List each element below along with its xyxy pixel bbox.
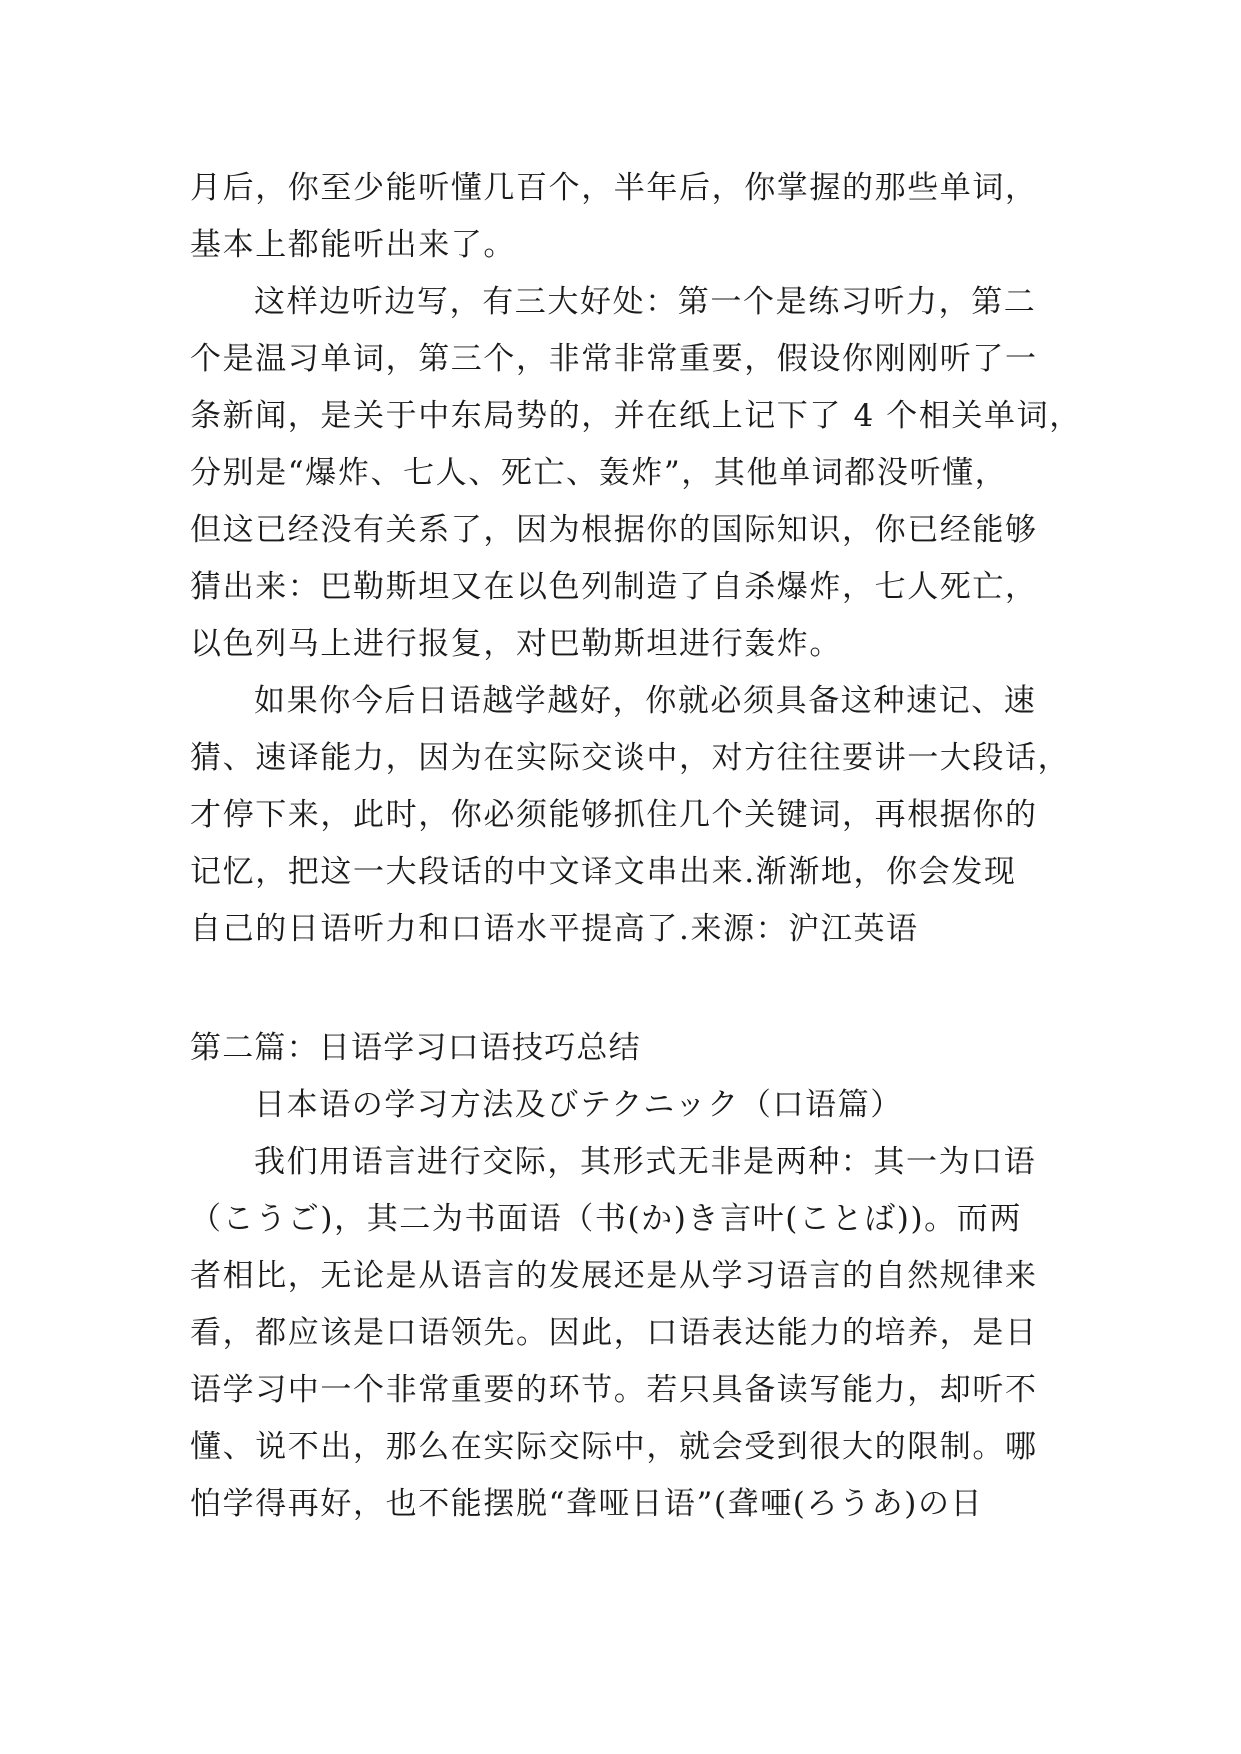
text-line: 月后，你至少能听懂几百个，半年后，你掌握的那些单词， (190, 170, 1038, 206)
text-line: 者相比，无论是从语言的发展还是从学习语言的自然规律来 (190, 1258, 1038, 1294)
text-line: 这样边听边写，有三大好处：第一个是练习听力，第二 (254, 284, 1037, 320)
text-line: 我们用语言进行交际，其形式无非是两种：其一为口语 (254, 1144, 1037, 1180)
text-line: 基本上都能听出来了。 (190, 227, 516, 263)
text-line: 条新闻，是关于中东局势的，并在纸上记下了 4 个相关单词， (190, 398, 1082, 434)
text-line: 怕学得再好，也不能摆脱“聋哑日语”(聋唖(ろうあ)の日 (190, 1486, 984, 1522)
text-line: 语学习中一个非常重要的环节。若只具备读写能力，却听不 (190, 1372, 1038, 1408)
text-line: 猜出来：巴勒斯坦又在以色列制造了自杀爆炸，七人死亡， (190, 569, 1038, 605)
text-line: 分别是“爆炸、七人、死亡、轰炸”，其他单词都没听懂， (190, 455, 1008, 491)
text-line: 但这已经没有关系了，因为根据你的国际知识，你已经能够 (190, 512, 1038, 548)
text-line: （こうご)，其二为书面语（书(か)き言叶(ことば))。而两 (190, 1201, 1022, 1237)
text-line: 才停下来，此时，你必须能够抓住几个关键词，再根据你的 (190, 797, 1038, 833)
text-line: 如果你今后日语越学越好，你就必须具备这种速记、速 (254, 683, 1037, 719)
paragraph-oral-language (190, 1134, 1070, 1533)
paragraph-benefits (190, 274, 1082, 673)
paragraph-skills (190, 673, 1070, 958)
text-line: 看，都应该是口语领先。因此，口语表达能力的培养，是日 (190, 1315, 1038, 1351)
text-line: 个是温习单词，第三个，非常非常重要，假设你刚刚听了一 (190, 341, 1038, 377)
text-line: 懂、说不出，那么在实际交际中，就会受到很大的限制。哪 (190, 1429, 1038, 1465)
paragraph-continuation (190, 160, 1070, 274)
document-page (190, 160, 1082, 1533)
section-subheading: 日本语の学习方法及びテクニック（口语篇） (254, 1087, 903, 1123)
text-line: 猜、速译能力，因为在实际交谈中，对方往往要讲一大段话， (190, 740, 1071, 776)
section-heading: 第二篇：日语学习口语技巧总结 (190, 1030, 641, 1066)
text-line: 自己的日语听力和口语水平提高了.来源：沪江英语 (190, 911, 919, 947)
text-line: 记忆，把这一大段话的中文译文串出来.渐渐地，你会发现 (190, 854, 1017, 890)
text-line: 以色列马上进行报复，对巴勒斯坦进行轰炸。 (190, 626, 842, 662)
